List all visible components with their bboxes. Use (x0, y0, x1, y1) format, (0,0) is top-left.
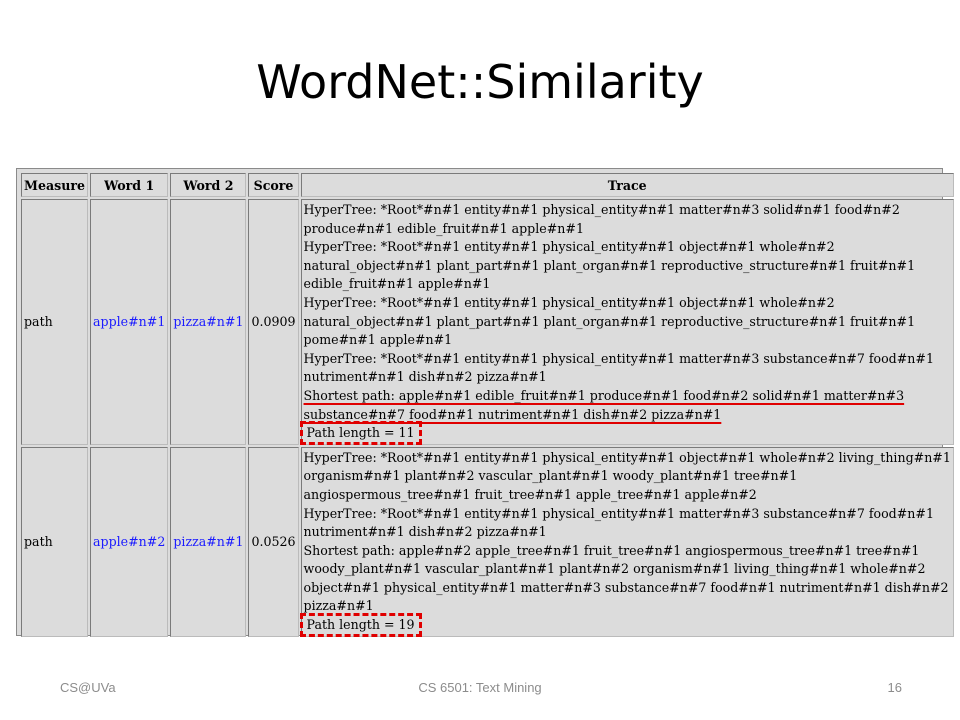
score-cell: 0.0526 (248, 447, 298, 637)
trace-line: HyperTree: *Root*#n#1 entity#n#1 physical_entity#n#1 matter#n#3 substance#n#7 food#n#1 (303, 505, 934, 521)
measure-cell: path (21, 447, 88, 637)
footer-page-number: 16 (887, 680, 902, 695)
shortest-path-highlight: substance#n#7 food#n#1 nutriment#n#1 dish#n#2 pizza#n#1 (303, 406, 722, 422)
word2-link[interactable]: pizza#n#1 (170, 447, 246, 637)
trace-line: HyperTree: *Root*#n#1 entity#n#1 physical_entity#n#1 object#n#1 whole#n#2 (303, 239, 835, 255)
trace-line: pizza#n#1 (303, 598, 374, 614)
table-row (21, 447, 954, 637)
trace-cell (301, 447, 954, 637)
trace-line: HyperTree: *Root*#n#1 entity#n#1 physical_entity#n#1 object#n#1 whole#n#2 living_thing#n#1 (303, 449, 951, 465)
path-length-highlight: Path length = 11 (304, 425, 418, 441)
measure-cell: path (21, 199, 88, 445)
footer-org: CS@UVa (60, 680, 116, 695)
shortest-path-line (304, 387, 951, 406)
trace-line: object#n#1 physical_entity#n#1 matter#n#3 substance#n#7 food#n#1 nutriment#n#1 dish#n#2 (303, 579, 949, 595)
path-length-line (304, 424, 951, 443)
table-header-row (21, 173, 954, 197)
trace-line: HyperTree: *Root*#n#1 entity#n#1 physical_entity#n#1 matter#n#3 solid#n#1 food#n#2 (303, 202, 900, 217)
table-row (21, 199, 954, 445)
trace-line: angiospermous_tree#n#1 fruit_tree#n#1 apple_tree#n#1 apple#n#2 (303, 486, 757, 502)
results-table-container (16, 168, 951, 636)
trace-line: HyperTree: *Root*#n#1 entity#n#1 physical_entity#n#1 object#n#1 whole#n#2 (303, 294, 835, 310)
score-cell: 0.0909 (248, 199, 298, 445)
trace-line: nutriment#n#1 dish#n#2 pizza#n#1 (303, 524, 547, 540)
shortest-path-highlight: Shortest path: apple#n#1 edible_fruit#n#1 produce#n#1 food#n#2 solid#n#1 matter#n#3 (303, 387, 905, 403)
trace-line: nutriment#n#1 dish#n#2 pizza#n#1 (303, 369, 547, 385)
trace-line: organism#n#1 plant#n#2 vascular_plant#n#1 woody_plant#n#1 tree#n#1 (303, 468, 798, 484)
trace-line: edible_fruit#n#1 apple#n#1 (303, 276, 491, 292)
path-length-line (304, 616, 951, 635)
trace-line: woody_plant#n#1 vascular_plant#n#1 plant#n#2 organism#n#1 living_thing#n#1 whole#n#2 (303, 561, 926, 577)
trace-line: natural_object#n#1 plant_part#n#1 plant_organ#n#1 reproductive_structure#n#1 fruit#n#1 (303, 313, 916, 329)
shortest-path-line (304, 406, 951, 425)
trace-line: Shortest path: apple#n#2 apple_tree#n#1 fruit_tree#n#1 angiospermous_tree#n#1 tree#n#1 (303, 542, 920, 558)
trace-line: produce#n#1 edible_fruit#n#1 apple#n#1 (303, 220, 584, 236)
footer-course: CS 6501: Text Mining (418, 680, 542, 695)
word1-link[interactable]: apple#n#2 (90, 447, 168, 637)
trace-cell (301, 199, 954, 445)
trace-line: HyperTree: *Root*#n#1 entity#n#1 physical_entity#n#1 matter#n#3 substance#n#7 food#n#1 (303, 350, 934, 366)
word1-link[interactable]: apple#n#1 (90, 199, 168, 445)
trace-line: natural_object#n#1 plant_part#n#1 plant_organ#n#1 reproductive_structure#n#1 fruit#n#1 (303, 257, 916, 273)
trace-line: pome#n#1 apple#n#1 (303, 332, 453, 348)
header-measure: Measure (21, 173, 88, 197)
header-trace: Trace (301, 173, 954, 197)
path-length-highlight: Path length = 19 (304, 617, 418, 633)
slide-title: WordNet::Similarity (256, 55, 704, 109)
results-table (19, 171, 956, 639)
header-word2: Word 2 (170, 173, 246, 197)
word2-link[interactable]: pizza#n#1 (170, 199, 246, 445)
header-word1: Word 1 (90, 173, 168, 197)
header-score: Score (248, 173, 298, 197)
